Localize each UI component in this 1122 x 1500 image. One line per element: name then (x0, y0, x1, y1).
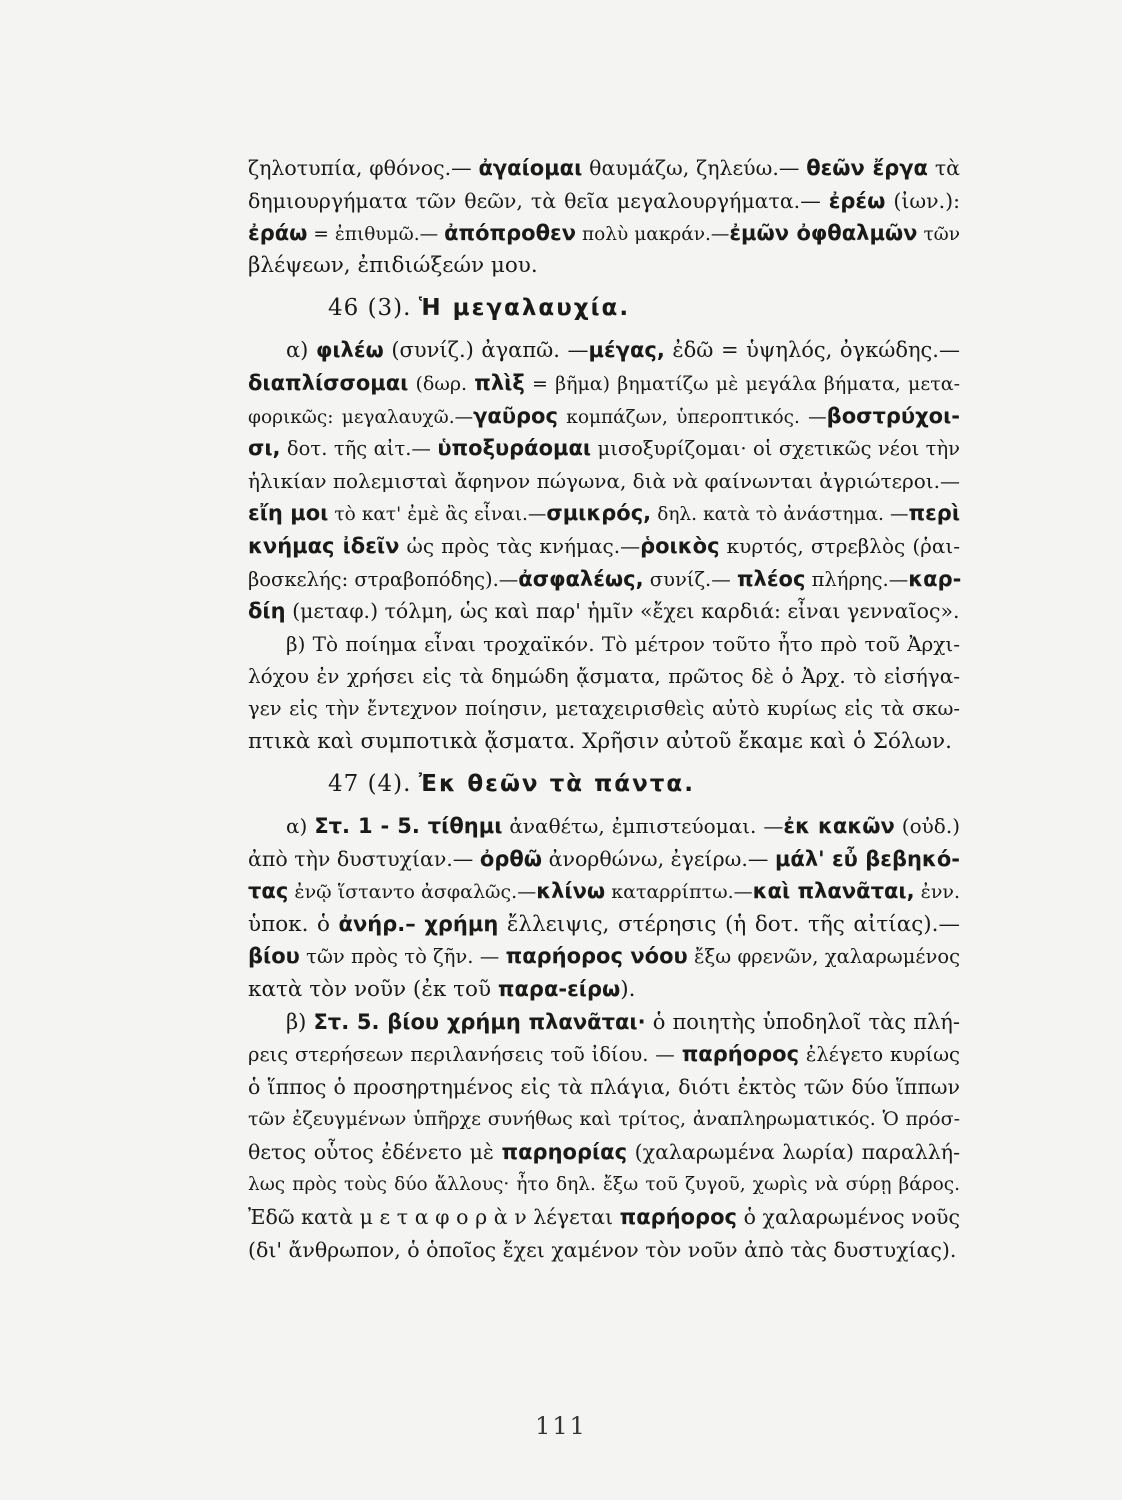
lemma-term: ἀσφαλέως, (518, 566, 644, 591)
text-line (248, 1071, 960, 1104)
gloss-text: ἐνν. (914, 881, 960, 904)
lemma-term: ἐρέω (828, 188, 886, 213)
lemma-term: πλὶξ (474, 370, 525, 395)
gloss-text: β) Τὸ ποίημα εἶναι τροχαϊκόν. Τὸ μέτρον τοῦτο ἦτο πρὸ τοῦ Ἀρχι- (286, 631, 960, 656)
lemma-term: καρ- (908, 566, 962, 591)
gloss-text: (οὐδ.) (894, 814, 961, 839)
lemma-term: Στ. 5. βίου χρήμη πλανᾶται· (313, 1009, 646, 1034)
gloss-text: (ἰων.): (885, 188, 960, 213)
lemma-term: σμικρός, (546, 501, 652, 526)
lemma-term: περὶ (908, 501, 960, 526)
gloss-text: ἔξω φρενῶν, χαλαρωμένος (687, 945, 960, 969)
gloss-text: δημιουργήματα τῶν θεῶν, τὰ θεῖα μεγαλουργήματα.— (248, 188, 829, 213)
lemma-term: παρήορος νόου (505, 944, 688, 969)
lemma-term: μέγας, (588, 338, 665, 363)
text-line (248, 875, 960, 908)
lemma-term: παρηορίας (501, 1140, 628, 1165)
lemma-term: ὑποξυράομαι (437, 436, 592, 461)
gloss-text: πλήρης.— (805, 567, 909, 591)
gloss-text: ἐδῶ = ὑψηλός, ὀγκώδης.— (664, 338, 960, 363)
gloss-text: ἀναθέτω, ἐμπιστεύομαι. — (502, 814, 784, 839)
gloss-text: ). (620, 977, 636, 1003)
lemma-term: χρήμη (424, 911, 499, 936)
text-line (248, 1103, 960, 1136)
gloss-text: τὸ κατ' ἐμὲ ἂς εἶναι.— (328, 504, 547, 526)
lemma-term: ἀνήρ.– (338, 911, 416, 936)
gloss-text: μισοξυρίζομαι· οἱ σχετικῶς νέοι τὴν (591, 437, 960, 461)
gloss-text: τῶν (917, 224, 961, 246)
gloss-text: (συνίζ.) ἀγαπῶ. — (383, 338, 589, 363)
gloss-text: ὁ χαλαρωμένος νοῦς (736, 1205, 960, 1230)
text-line (248, 152, 960, 185)
gloss-text: = βῆμα) βηματίζω μὲ μεγάλα βήματα, μετα- (524, 372, 960, 395)
section-heading (248, 758, 960, 810)
lemma-term: ἐράω (248, 221, 308, 246)
gloss-text: ζηλοτυπία, φθόνος.— (248, 156, 479, 180)
gloss-text: ἀπὸ τὴν δυστυχίαν.— (248, 846, 480, 871)
lemma-term: πλέος (736, 566, 806, 591)
gloss-text: (δι' ἄνθρωπον, ὁ ὁποῖος ἔχει χαμένον τὸν νοῦν ἀπὸ τὰς δυστυχίας). (248, 1237, 957, 1262)
text-line (248, 628, 960, 661)
gloss-text: = ἐπιθυμῶ.— (307, 224, 445, 246)
lemma-term: διαπλίσσομαι (248, 370, 409, 395)
lemma-term: καὶ πλανᾶται, (752, 879, 915, 904)
gloss-text: γεν εἰς τὴν ἔντεχνον ποίησιν, μεταχειρισθεὶς αὐτὸ κυρίως εἰς τὰ σκω- (248, 696, 960, 720)
lemma-term: ἐκ κακῶν (783, 814, 895, 839)
heading-spacer (411, 771, 418, 797)
text-line (248, 660, 960, 693)
gloss-text: (δωρ. (408, 372, 475, 395)
gloss-text: ἔλλειψις, στέρησις (ἡ δοτ. τῆς αἰτίας).— (498, 911, 960, 937)
gloss-text: φορικῶς: μεγαλαυχῶ.— (248, 406, 474, 428)
gloss-text: ὑποκ. ὁ (248, 911, 339, 937)
text-line (248, 400, 960, 433)
gloss-text: ὁ ἵππος ὁ προσηρτημένος εἰς τὰ πλάγια, διότι ἐκτὸς τῶν δύο ἵππων (248, 1074, 960, 1099)
gloss-text: πτικὰ καὶ συμποτικὰ ᾄσματα. Χρῆσιν αὐτοῦ ἔκαμε καὶ ὁ Σόλων. (248, 728, 952, 754)
text-line (248, 217, 960, 250)
lemma-term: γαῦρος (473, 403, 558, 428)
gloss-text: τὰ (927, 156, 961, 180)
gloss-text: β) (286, 1009, 314, 1034)
gloss-text: ἐλέγετο κυρίως (799, 1043, 960, 1067)
lemma-term: βοστρύχοι- (826, 403, 960, 428)
lemma-term: ἐμῶν ὀφθαλμῶν (729, 221, 918, 246)
text-line (248, 465, 960, 498)
text-line (248, 973, 960, 1006)
page-text (248, 152, 960, 1266)
lemma-term: εἴη μοι (248, 501, 329, 526)
page-number: 111 (535, 1412, 587, 1440)
section-number: 46 (3). (328, 295, 412, 322)
gloss-text: κυρτός, στρεβλὸς (ῥαι- (719, 533, 960, 558)
lemma-term: βίου (248, 944, 300, 969)
lemma-term: φιλέω (315, 338, 384, 363)
text-line (248, 693, 960, 726)
lemma-term: ῥοικὸς (640, 533, 720, 558)
lemma-term: μάλ' εὖ βεβηκό- (774, 846, 960, 871)
gloss-text: κομπάζων, ὑπεροπτικός. — (557, 406, 827, 428)
gloss-text: ἀνορθώνω, ἐγείρω.— (542, 846, 775, 871)
section-number: 47 (4). (328, 771, 412, 798)
gloss-text: (μεταφ.) τόλμη, ὡς καὶ παρ' ἡμῖν «ἔχει καρδιά: εἶναι γενναῖος». (285, 599, 960, 624)
lemma-term: παρα-είρω (497, 977, 621, 1002)
gloss-text: (χαλαρωμένα λωρία) παραλλή- (627, 1140, 960, 1165)
lemma-term: Στ. 1 - 5. τίθημι (314, 814, 503, 839)
gloss-text: θετος οὗτος ἐδένετο μὲ (248, 1140, 502, 1165)
text-line (248, 1006, 960, 1039)
gloss-text: Ἐδῶ κατὰ μ ε τ α φ ο ρ ὰ ν λέγεται (248, 1205, 620, 1230)
gloss-text: λως πρὸς τοὺς δύο ἄλλους· ἦτο δηλ. ἔξω τοῦ ζυγοῦ, χωρὶς νὰ σύρῃ βάρος. (248, 1173, 960, 1195)
lemma-term: δίη (248, 599, 286, 624)
lemma-term: σι, (248, 436, 281, 461)
gloss-text: τῶν πρὸς τὸ ζῆν. — (299, 945, 506, 969)
lemma-term: θεῶν ἔργα (806, 156, 928, 180)
gloss-text: λόχου ἐν χρήσει εἰς τὰ δημώδη ᾄσματα, πρῶτος δὲ ὁ Ἀρχ. τὸ εἰσήγα- (248, 664, 960, 689)
section-heading (248, 282, 960, 334)
gloss-text: ρεις στερήσεων περιλανήσεις τοῦ ἰδίου. — (248, 1043, 682, 1067)
gloss-text: ὁ ποιητὴς ὑποδηλοῖ τὰς πλή- (645, 1009, 960, 1034)
lemma-term: τας (248, 879, 289, 904)
text-line (248, 810, 960, 843)
text-line (248, 367, 960, 400)
text-line (248, 1169, 960, 1202)
gloss-text: συνίζ.— (643, 567, 737, 591)
lemma-term: ἀπόπροθεν (444, 221, 577, 246)
lemma-term: παρήορος (619, 1205, 737, 1230)
text-line (248, 1234, 960, 1267)
heading-spacer (411, 295, 418, 321)
gloss-text: τῶν ἐζευγμένων ὑπῆρχε συνήθως καὶ τρίτος, ἀναπληρωματικός. Ὁ πρόσ- (248, 1108, 960, 1131)
text-line (248, 250, 960, 283)
gloss-text: α) (286, 338, 316, 363)
gloss-text: ἡλικίαν πολεμισταὶ ἄφηνον πώγωνα, διὰ νὰ φαίνωνται ἀγριώτεροι.— (248, 468, 960, 493)
gloss-text: α) (286, 814, 315, 839)
gloss-text: πολὺ μακράν.— (576, 224, 730, 246)
text-line (248, 726, 960, 759)
lemma-term: κλίνω (536, 879, 606, 904)
text-line (248, 497, 960, 530)
text-line (248, 908, 960, 941)
text-line (248, 334, 960, 367)
gloss-text: βοσκελής: στραβοπόδης).— (248, 567, 519, 591)
text-line (248, 185, 960, 218)
text-line (248, 1038, 960, 1071)
lemma-term: ὀρθῶ (479, 846, 543, 871)
gloss-text: ὡς πρὸς τὰς κνήμας.— (399, 533, 641, 558)
text-line (248, 530, 960, 563)
lemma-term: κνήμας ἰδεῖν (248, 533, 400, 558)
gloss-text: ἐνῷ ἵσταντο ἀσφαλῶς.— (288, 881, 537, 904)
text-line (248, 563, 960, 596)
text-line (248, 843, 960, 876)
gloss-text: δοτ. τῆς αἰτ.— (280, 437, 438, 461)
text-line (248, 1136, 960, 1169)
gloss-text: καταρρίπτω.— (605, 881, 753, 904)
gloss-text: κατὰ τὸν νοῦν (ἐκ τοῦ (248, 977, 498, 1003)
text-line (248, 432, 960, 465)
section-title: Ἡ μεγαλαυχία. (418, 295, 631, 322)
text-line (248, 595, 960, 628)
gloss-text: βλέψεων, ἐπιδιώξεών μου. (248, 252, 538, 278)
section-title: Ἐκ θεῶν τὰ πάντα. (418, 771, 695, 798)
gloss-text: θαυμάζω, ζηλεύω.— (582, 156, 807, 180)
lemma-term: ἀγαίομαι (478, 156, 583, 180)
text-line (248, 1201, 960, 1234)
text-line (248, 940, 960, 973)
lemma-term: παρήορος (681, 1042, 800, 1067)
gloss-text: δηλ. κατὰ τὸ ἀνάστημα. — (651, 504, 909, 526)
